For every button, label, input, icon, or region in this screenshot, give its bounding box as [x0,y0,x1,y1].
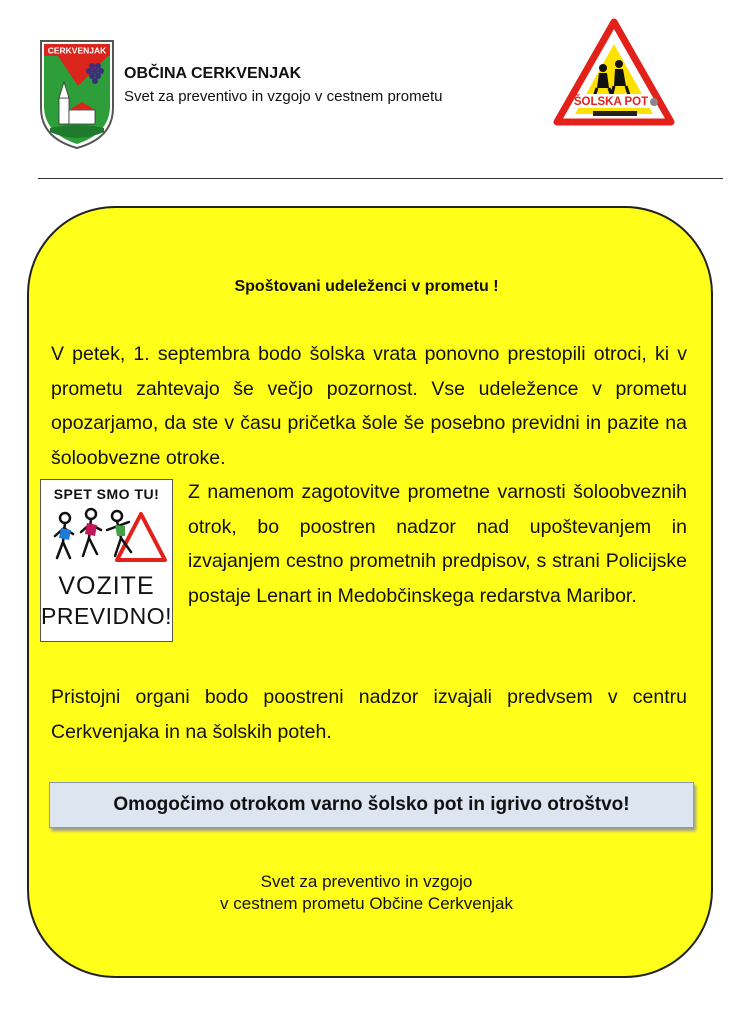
school-route-logo [553,18,675,126]
notice-paragraph-2: Z namenom zagotovitve prometne varnosti šoloobveznih otrok, bo poostren nadzor nad upoštevanjem in izvajanjem cestno prometnih predpisov, s strani Policijske postaje Lenart in Medobčinskega redarstva Maribor. [188,481,687,607]
sticker-top-text: SPET SMO TU! [53,486,160,502]
sticker-bottom-text-1: VOZITE [58,572,155,600]
signature-line-2: v cestnem prometu Občine Cerkvenjak [220,894,513,913]
council-subtitle: Svet za preventivo in vzgojo v cestnem prometu [124,88,443,105]
sticker-bottom-text-2: PREVIDNO! [41,603,173,629]
notice-heading: Spoštovani udeleženci v prometu ! [234,278,499,295]
municipality-crest-logo [38,38,116,150]
slogan-box: Omogočimo otrokom varno šolsko pot in igrivo otroštvo! [49,782,694,828]
crest-banner-text: CERKVENJAK [47,45,107,56]
signature-line-1: Svet za preventivo in vzgojo [260,872,473,891]
drive-carefully-sticker [40,479,173,642]
notice-paragraph-3: Pristojni organi bodo poostreni nadzor izvajali predvsem v centru Cerkvenjaka in na šolskih poteh. [51,686,687,743]
notice-paragraph-1: V petek, 1. septembra bodo šolska vrata ponovno prestopili otroci, ki v prometu zahtevajo še večjo pozornost. Vse udeležence v prometu opozarjamo, da ste v času pričetka šole še posebno previdni in pazite na šoloobvezne otroke. [51,343,687,469]
children-crossing-illustration [45,504,169,566]
school-route-logo-text: ŠOLSKA POT [573,96,649,108]
municipality-name: OBČINA CERKVENJAK [124,65,302,82]
header-divider [38,178,723,179]
